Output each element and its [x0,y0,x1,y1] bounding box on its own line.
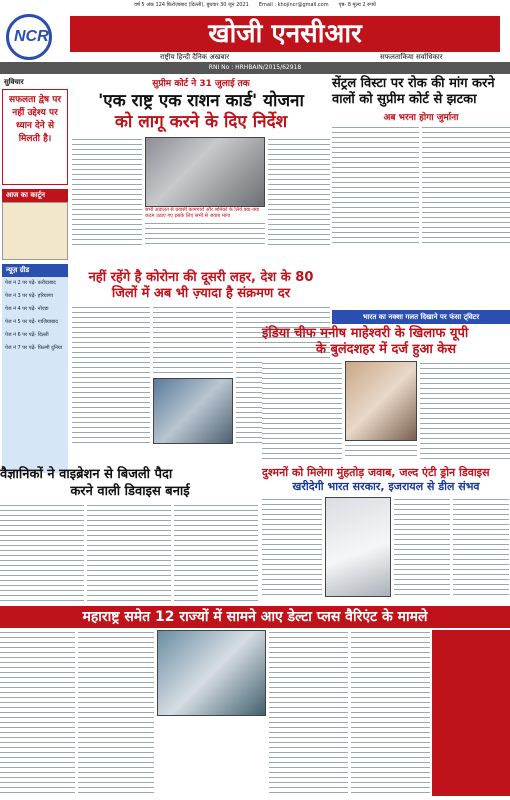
news-item[interactable]: पेज नं 2 पर पढ़ें- फ़रीदाबाद [5,280,56,286]
twitter-caption [345,443,417,459]
news-item[interactable]: पेज नं 4 पर पढ़ें- नोएडा [5,306,49,312]
lead-headline[interactable] [72,91,330,133]
news-item[interactable]: पेज नं 7 पर पढ़ें- फ़िल्मी दुनिया [5,345,63,351]
news-item[interactable]: पेज नं 6 पर पढ़ें- दिल्ली [5,332,49,338]
vibration-headline-line1[interactable]: वैज्ञानिकों ने वाइब्रेशन से बिजली पैदा [0,467,173,482]
covid-headline-line2: जिलों में अब भी ज़्यादा है संक्रमण दर [111,286,291,301]
lead-body-col1 [72,137,142,247]
lead-headline-line1: 'एक राष्ट्र एक राशन कार्ड' योजना [98,91,304,111]
drone-story [262,466,510,597]
drone-headline-line2: खरीदेगी भारत सरकार, इजरायल से डील संभव [292,480,480,493]
twitter-headline-block [262,326,510,461]
newsbox-title: न्यूज़ ग्रीड [2,264,68,277]
central-vista-story [332,76,510,245]
delta-photo [157,630,266,716]
central-vista-headline[interactable]: सेंट्रल विस्टा पर रोक की मांग करने वालों को सुप्रीम कोर्ट से झटका [332,76,495,107]
drone-headline-line1[interactable]: दुश्मनों को मिलेगा मुंहतोड़ जवाब, जल्द एंटी ड्रोन डिवाइस [262,466,490,479]
drone-photo [325,497,391,597]
delta-body2 [78,630,153,796]
twitter-headline-line1[interactable]: इंडिया चीफ मनीष माहेश्वरी के खिलाफ यूपी [262,326,469,341]
central-vista-body2 [422,125,510,245]
lead-body-col2 [145,221,265,247]
edition-bar [0,0,510,10]
lead-body-col3 [268,137,330,247]
photo-caption: सभी अदालत से प्रवासी कामगारों और श्रमिकों के लिये क्या-क्या कदम उठाए गए इसके लिए सभी से जवाब मांगा [145,207,260,219]
vibration-body3 [174,503,258,603]
vibration-body1 [0,503,84,603]
covid-body2 [153,305,233,375]
delta-plus-headline[interactable]: महाराष्ट्र समेत 12 राज्यों में सामने आए डेल्टा प्लस वैरिएंट के मामले [0,606,510,628]
twitter-body1 [262,361,342,461]
tagline-left: राष्ट्रीय हिन्दी दैनिक अखबार [160,53,230,61]
delta-body1 [0,630,75,796]
covid-body1 [72,305,150,445]
lead-story [72,76,330,247]
newsbox [2,277,68,473]
covid-photo [153,378,233,444]
twitter-headline-line2: के बुलंदशहर में दर्ज हुआ केस [315,342,457,357]
left-column [0,76,70,476]
covid-headline-line1[interactable]: नहीं रहेंगे है कोरोना की दूसरी लहर, देश के 80 [88,270,314,285]
central-vista-body1 [332,125,419,245]
twitter-band: भारत का नक्शा गलत दिखाने पर फंसा ट्विटर [332,310,510,324]
delta-body3 [269,630,348,796]
vibration-headline-line2: करने वाली डिवाइस बनाई [70,484,190,499]
lead-headline-line2: को लागू करने के दिए निर्देश [114,112,288,132]
news-item[interactable]: पेज नं 3 पर पढ़ें- हरियाणा [5,293,53,299]
lead-kicker: सुप्रीम कोर्ट ने 31 जुलाई तक [152,79,250,89]
cartoon-image [2,202,68,260]
drone-body2 [394,497,450,597]
suvichar-title: सुविचार [4,78,24,86]
rni-number: RNI No : HRHBAIN/2015/62918 [0,62,510,74]
drone-body1 [262,497,322,597]
cartoon-title: आज का कार्टून [2,189,68,202]
email: Email : khojincr@gmail.com [258,2,329,8]
central-vista-kicker: अब भरना होगा जुर्माना [383,113,459,123]
supreme-court-photo [145,137,265,207]
edition-info: वर्ष 5 अंक 124 फ़िरोज़ाबाद (दिल्ली), बुधवार 30 जून 2021 [134,2,249,8]
suvichar-text: सफलता द्वेष पर नहीं उद्देश्य पर ध्यान देने से मिलती है। [2,89,68,185]
manish-maheshwari-photo [345,361,417,441]
delta-plus-story [0,630,430,798]
tagline-right: सफलताकिया सर्वाधिकार [380,53,443,61]
newspaper-name: खोजी एनसीआर [70,16,500,52]
page-price: पृष्ठ- 8 मूल्य 2 रुपये [338,2,376,8]
logo-text: NCR [14,28,49,45]
news-item[interactable]: पेज नं 5 पर पढ़ें- गाज़ियाबाद [5,319,58,325]
delta-sidebar [432,630,510,796]
twitter-story [332,310,510,324]
twitter-body2 [420,361,510,461]
masthead [0,10,510,62]
vibration-body2 [87,503,171,603]
drone-body3 [453,497,509,597]
delta-body4 [351,630,430,796]
vibration-story [0,466,260,603]
